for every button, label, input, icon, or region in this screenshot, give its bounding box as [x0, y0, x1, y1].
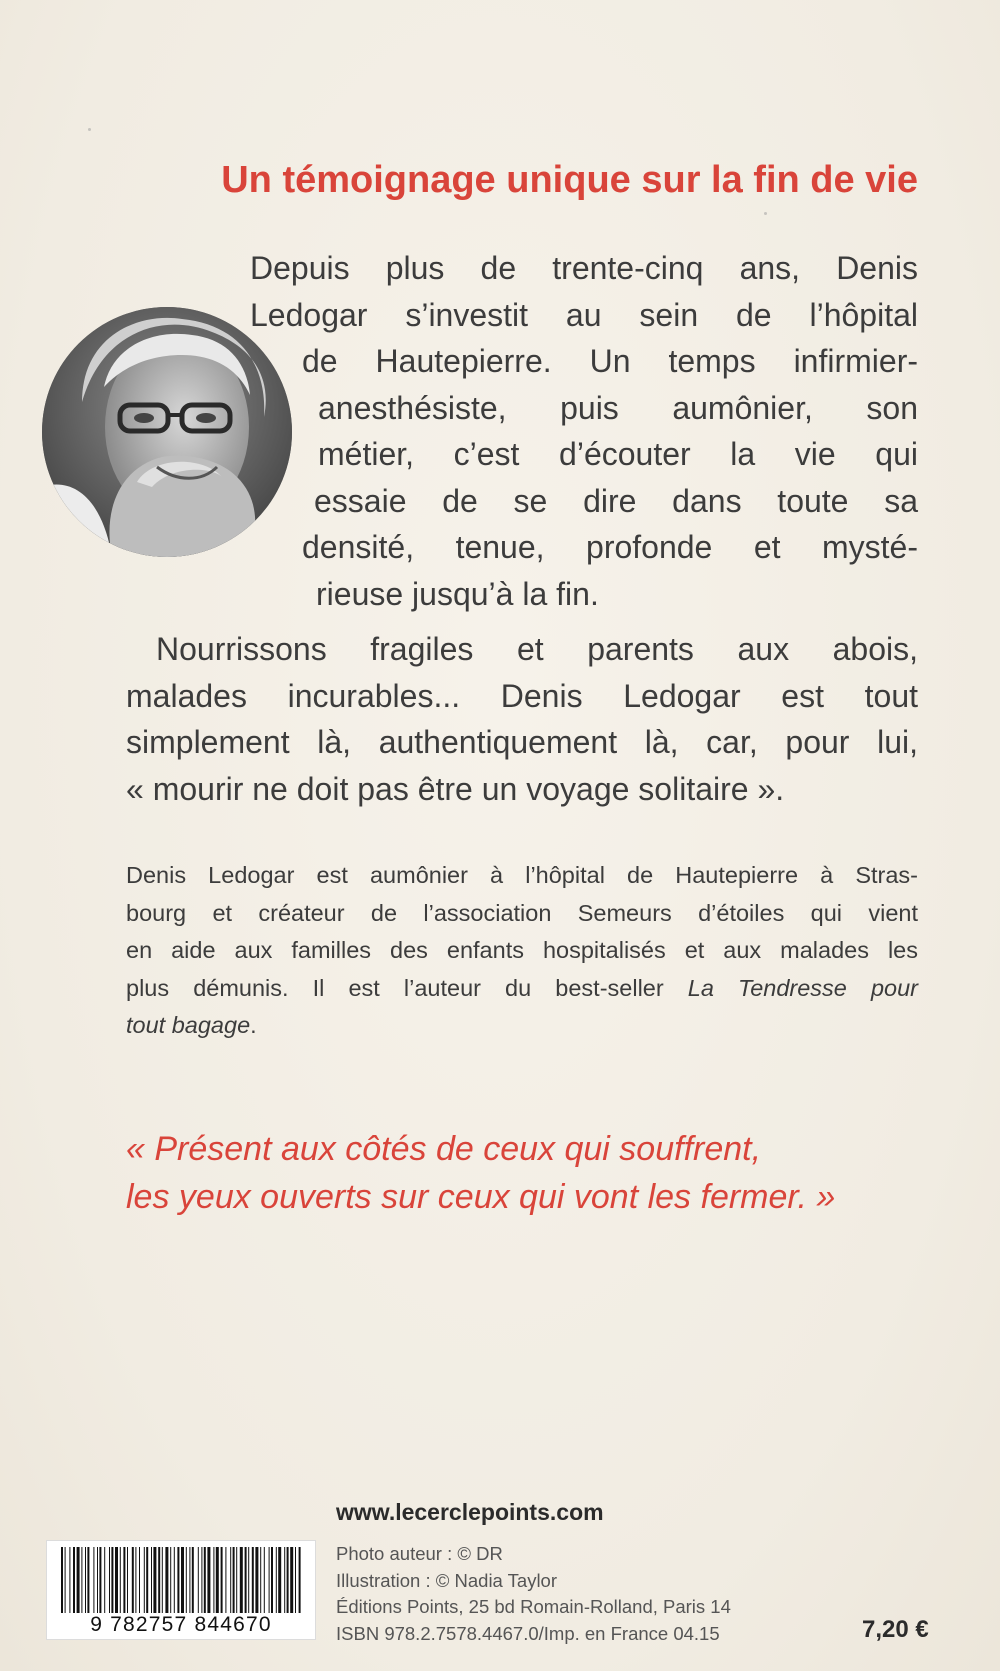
price: 7,20 €	[862, 1616, 929, 1643]
quote-line: les yeux ouverts sur ceux qui vont les fermer. »	[126, 1178, 836, 1216]
text-line: essaie de se dire dans toute sa	[314, 482, 918, 519]
text-line: métier, c’est d’écouter la vie qui	[318, 436, 918, 472]
text-line: Depuis plus de trente-cinq ans, Denis	[250, 250, 918, 286]
text-line: malades incurables... Denis Ledogar est tout	[126, 677, 918, 714]
credit-line: Photo auteur : © DR	[336, 1543, 503, 1564]
publisher-website: www.lecerclepoints.com	[336, 1499, 604, 1525]
credit-line: Illustration : © Nadia Taylor	[336, 1569, 557, 1591]
text-line: simplement là, authentiquement là, car, pour lui,	[126, 724, 918, 760]
paper-speck	[764, 212, 767, 215]
quote-line: « Présent aux côtés de ceux qui souffrent,	[126, 1130, 762, 1168]
text-line: « mourir ne doit pas être un voyage solitaire ».	[126, 770, 785, 807]
text-line: anesthésiste, puis aumônier, son	[318, 389, 918, 426]
credit-line: Éditions Points, 25 bd Romain-Rolland, Paris 14	[336, 1596, 731, 1617]
pull-quote	[126, 1125, 918, 1221]
isbn-barcode	[46, 1540, 316, 1640]
bio-line	[126, 970, 918, 1008]
text-line: densité, tenue, profonde et mysté-	[302, 529, 918, 565]
summary-paragraph-2	[126, 626, 918, 812]
bio-line: bourg et créateur de l’association Semeurs d’étoiles qui vient	[126, 899, 918, 926]
text-line: de Hautepierre. Un temps infirmier-	[302, 343, 918, 379]
bio-text: .	[250, 1012, 257, 1038]
book-title: tout bagage	[126, 1012, 251, 1038]
bio-text: plus démunis. Il est l’auteur du best-seller	[126, 974, 688, 1001]
credits	[336, 1541, 731, 1647]
text-line: Ledogar s’investit au sein de l’hôpital	[250, 296, 918, 333]
bio-line	[126, 1007, 918, 1045]
text-line: rieuse jusqu’à la fin.	[316, 575, 599, 612]
barcode-digits: 9 782757 844670	[47, 1613, 315, 1637]
book-title: La Tendresse pour	[687, 974, 918, 1001]
author-bio	[126, 857, 918, 1045]
summary-paragraph-1	[250, 245, 918, 617]
headline: Un témoignage unique sur la fin de vie	[221, 159, 918, 201]
bio-line: Denis Ledogar est aumônier à l’hôpital de Hautepierre à Stras-	[126, 862, 918, 888]
paper-speck	[88, 128, 91, 131]
bio-line: en aide aux familles des enfants hospitalisés et aux malades les	[126, 937, 918, 963]
text-line: Nourrissons fragiles et parents aux abois,	[156, 631, 918, 667]
credit-line: ISBN 978.2.7578.4467.0/Imp. en France 04.15	[336, 1622, 720, 1644]
